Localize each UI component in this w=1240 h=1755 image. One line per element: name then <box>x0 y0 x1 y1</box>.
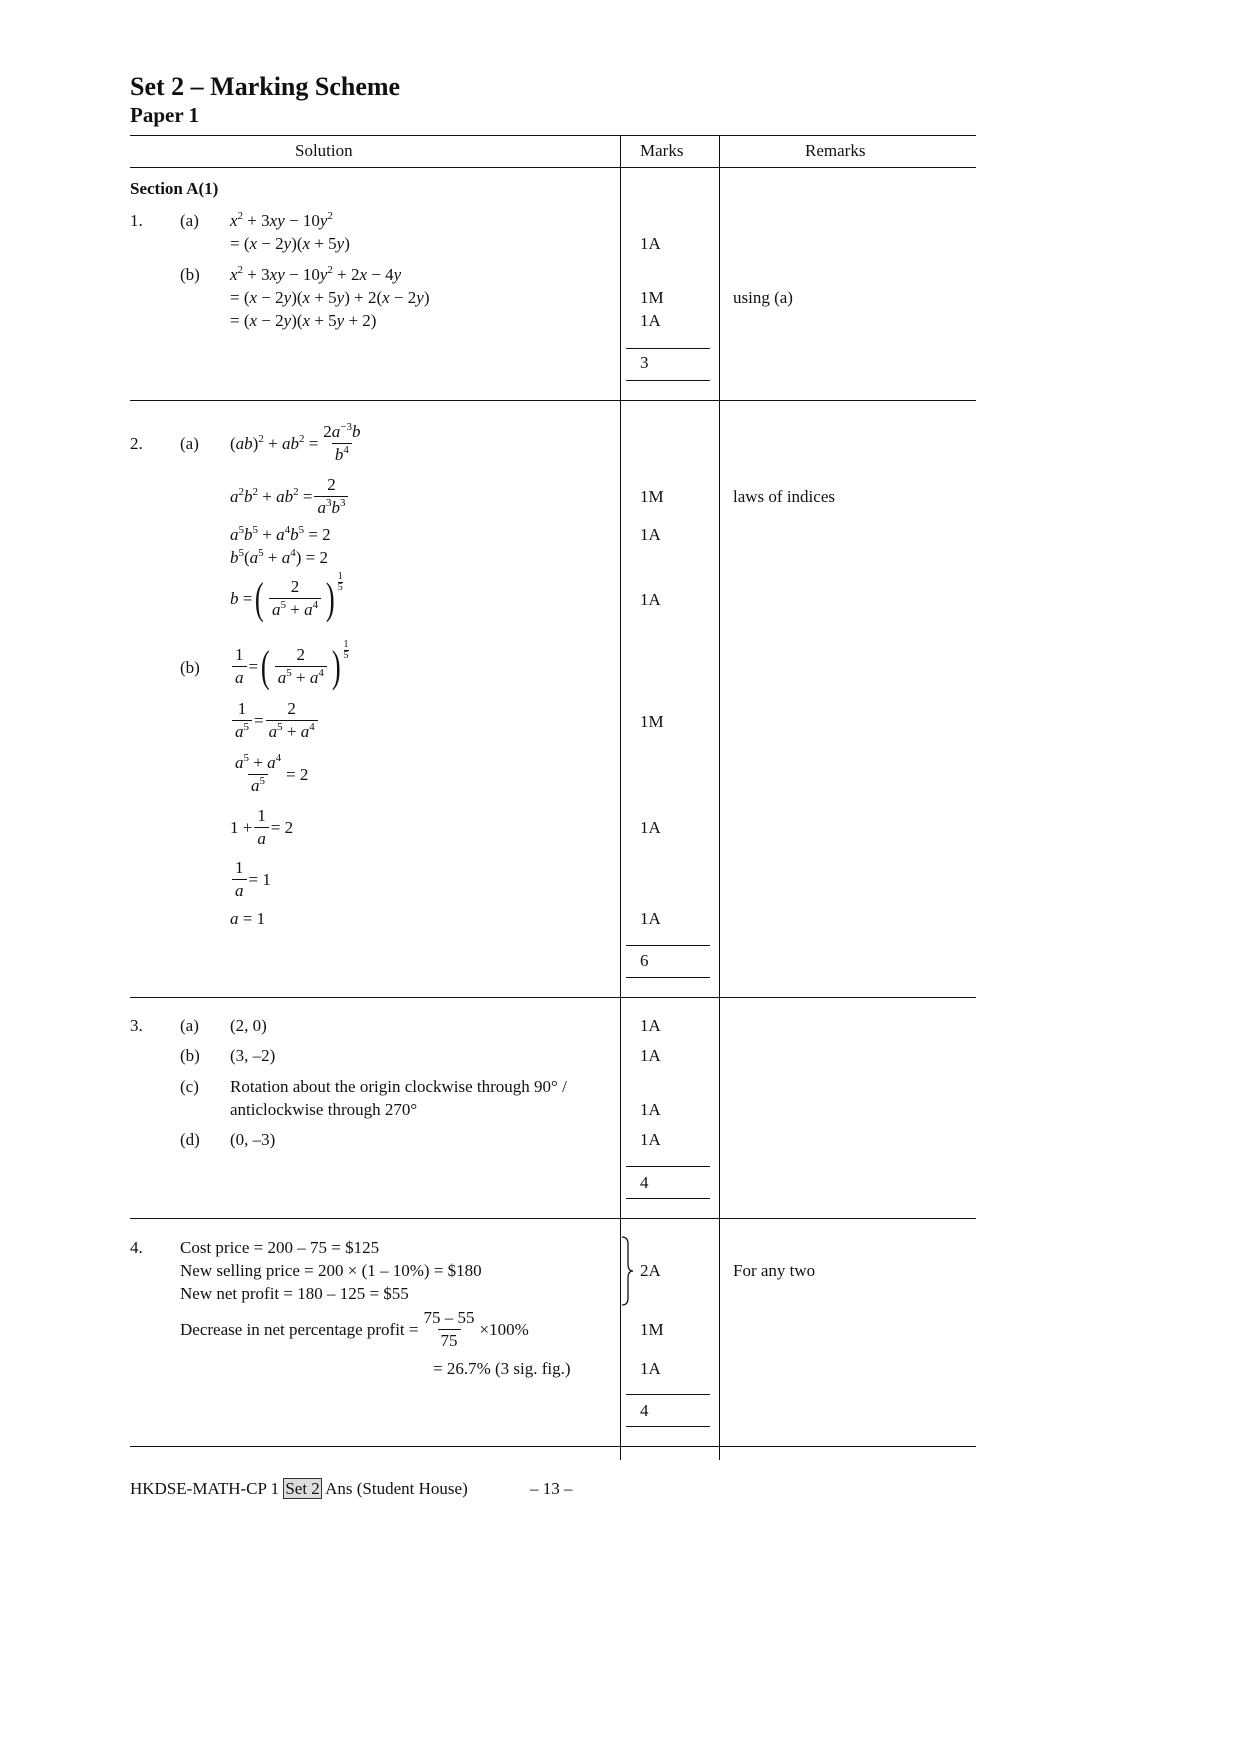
header-solution: Solution <box>295 141 353 160</box>
section-heading: Section A(1) <box>130 179 219 198</box>
solution-line: 1 + $\frac{1}{a}$ = 2 <box>230 806 294 848</box>
footer <box>130 1478 468 1500</box>
question-number: 2. <box>130 434 143 453</box>
mark: 2A <box>640 1261 661 1280</box>
page-title: Set 2 – Marking Scheme <box>130 72 401 101</box>
solution-line: $x^2 + 3xy - 10y^2$ <box>230 210 333 230</box>
subtotal: 4 <box>640 1173 649 1192</box>
part-label: (b) <box>180 658 200 677</box>
solution-line: $\frac{1}{a^5}$ = $\frac{2}{a^5 + a^4}$ <box>230 698 320 743</box>
subtotal-rule <box>626 1198 710 1199</box>
mark: 1A <box>640 311 661 330</box>
mark: 1A <box>640 525 661 544</box>
solution-line: a = 1 <box>230 909 266 928</box>
solution-line: Cost price = 200 – 75 = $125 <box>180 1238 380 1257</box>
solution-line: b = ( $\frac{2}{a^5 + a^4}$ ) 1 5 <box>230 571 343 623</box>
mark: 1M <box>640 487 664 506</box>
mark: 1A <box>640 234 661 253</box>
solution-line: = (x − 2y)(x + 5y) + 2(x − 2y) <box>230 288 430 307</box>
question-number: 4. <box>130 1238 143 1257</box>
row-divider <box>130 1446 976 1447</box>
row-divider <box>130 997 976 998</box>
question-number: 3. <box>130 1016 143 1035</box>
solution-line: (2, 0) <box>230 1016 267 1035</box>
solution-line: New selling price = 200 × (1 – 10%) = $180 <box>180 1261 482 1280</box>
mark: 1A <box>640 1130 661 1149</box>
remark: laws of indices <box>733 487 835 506</box>
mark: 1A <box>640 1046 661 1065</box>
mark: 1A <box>640 1359 661 1378</box>
subtotal: 3 <box>640 353 649 372</box>
column-divider <box>719 135 720 1460</box>
page-number: – 13 – <box>530 1479 573 1498</box>
footer-set-box: Set 2 <box>285 1479 320 1498</box>
remark: For any two <box>733 1261 816 1280</box>
subtotal-rule <box>626 348 710 349</box>
solution-line: $(ab)^2 + ab^2$ = $\frac{2a^{-3}b}{b^4}$ <box>230 421 366 466</box>
header-rule <box>130 167 976 168</box>
header-remarks: Remarks <box>805 141 866 160</box>
solution-line: = (x − 2y)(x + 5y + 2) <box>230 311 377 330</box>
fraction: $\frac{75 - 55}{75}$ <box>423 1308 475 1350</box>
subtotal-rule <box>626 1394 710 1395</box>
solution-line: $\frac{1}{a}$ = 1 <box>230 857 271 902</box>
part-label: (a) <box>180 434 199 453</box>
part-label: (b) <box>180 1046 200 1065</box>
footer-source: Ans (Student House) <box>325 1479 468 1498</box>
paper-subtitle: Paper 1 <box>130 103 200 127</box>
fraction: $\frac{2}{a^5 + a^4}$ <box>269 576 321 621</box>
part-label: (b) <box>180 265 200 284</box>
mark: 1M <box>640 288 664 307</box>
mark: 1A <box>640 590 661 609</box>
solution-line: = (x − 2y)(x + 5y) <box>230 234 350 253</box>
part-label: (a) <box>180 211 199 230</box>
question-number: 1. <box>130 211 143 230</box>
solution-line: $\frac{a^5 + a^4}{a^5}$ = 2 <box>235 752 309 795</box>
mark: 1M <box>640 712 664 731</box>
row-divider <box>130 400 976 401</box>
solution-line: New net profit = 180 – 125 = $55 <box>180 1284 409 1303</box>
solution-line: Rotation about the origin clockwise through 90° / <box>230 1077 567 1096</box>
solution-line: (0, –3) <box>230 1130 276 1149</box>
part-label: (a) <box>180 1016 199 1035</box>
mark: 1A <box>640 1100 661 1119</box>
solution-line: $x^2 + 3xy - 10y^2 + 2x - 4y$ <box>230 264 402 284</box>
solution-line: $a^2b^2 + ab^2$ = $\frac{2}{a^3b^3}$ <box>230 474 350 519</box>
solution-line: (3, –2) <box>230 1046 276 1065</box>
footer-code: HKDSE-MATH-CP 1 <box>130 1479 280 1498</box>
fraction: $\frac{2a^{-3}b}{b^4}$ <box>323 421 361 464</box>
subtotal-rule <box>626 977 710 978</box>
part-label: (c) <box>180 1077 199 1096</box>
solution-line: = 26.7% (3 sig. fig.) <box>433 1359 571 1378</box>
solution-line: $\frac{1}{a}$ = ( $\frac{2}{a^5 + a^4}$ ) 1 5 <box>230 644 349 689</box>
subtotal-rule <box>626 380 710 381</box>
exponent-fraction: 1 5 <box>337 571 343 593</box>
fraction: $\frac{2}{a^3b^3}$ <box>314 474 348 519</box>
subtotal-rule <box>626 1166 710 1167</box>
brace-icon <box>620 1236 634 1306</box>
subtotal-rule <box>626 945 710 946</box>
mark: 1A <box>640 1016 661 1035</box>
row-divider <box>130 1218 976 1219</box>
mark: 1A <box>640 909 661 928</box>
solution-line: $a^5b^5 + a^4b^5 = 2$ <box>230 524 331 544</box>
mark: 1A <box>640 818 661 837</box>
solution-line: $b^5(a^5 + a^4) = 2$ <box>230 547 329 567</box>
subtotal: 4 <box>640 1401 649 1420</box>
part-label: (d) <box>180 1130 200 1149</box>
exponent-fraction: 1 5 <box>343 639 349 661</box>
table-top-rule <box>130 135 976 136</box>
solution-line: anticlockwise through 270° <box>230 1100 418 1119</box>
remark: using (a) <box>733 288 793 307</box>
solution-line: Decrease in net percentage profit = $\frac{75 - 55}{75}$ ×100% <box>180 1308 529 1350</box>
mark: 1M <box>640 1320 664 1339</box>
subtotal-rule <box>626 1426 710 1427</box>
subtotal: 6 <box>640 951 649 970</box>
header-marks: Marks <box>640 141 684 160</box>
